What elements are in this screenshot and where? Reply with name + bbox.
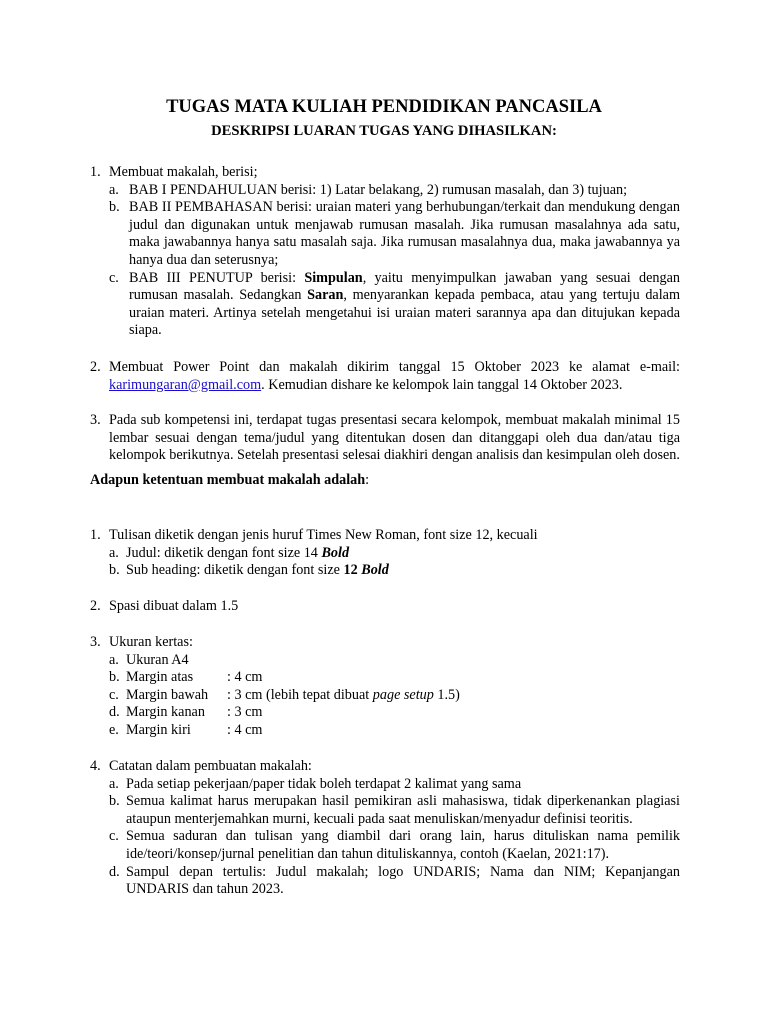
item-number: 2.	[90, 359, 101, 375]
item-number: 1.	[90, 527, 101, 543]
sub-letter: b.	[109, 669, 120, 686]
margin-label: Margin bawah	[126, 686, 209, 703]
sub-item-c	[109, 270, 680, 340]
sub-item-d	[109, 704, 680, 722]
item-text: Spasi dibuat dalam 1.5	[109, 598, 239, 614]
sub-text: Semua saduran dan tulisan yang diambil dari orang lain, harus dituliskan nama pemilik ide/teori/konsep/jurnal penelitian dan tahun dituliskannya, contoh (Kaelan, 2021:17).	[126, 828, 680, 862]
sub-text	[126, 545, 349, 563]
text-segment: Sub heading: diketik dengan font size	[126, 562, 344, 579]
sub-text: BAB I PENDAHULUAN berisi: 1) Latar belakang, 2) rumusan masalah, dan 3) tujuan;	[129, 181, 628, 198]
sub-item-c	[109, 687, 680, 705]
bold-italic-term: Bold	[321, 544, 350, 561]
sub-letter: a.	[109, 651, 119, 668]
output-item-3	[90, 412, 680, 465]
item-number: 3.	[90, 412, 101, 428]
sub-item-b	[109, 669, 680, 687]
output-item-2	[90, 359, 680, 394]
email-link[interactable]: karimungaran@gmail.com	[109, 376, 262, 393]
rules-heading-colon: :	[365, 472, 370, 488]
bold-term-saran: Saran	[307, 287, 344, 304]
sub-letter: b.	[109, 793, 120, 810]
sub-item-c	[109, 828, 680, 863]
sub-letter: c.	[109, 686, 119, 703]
sub-item-b	[109, 562, 680, 580]
margin-label: Ukuran A4	[126, 651, 189, 668]
sub-letter: c.	[109, 269, 119, 286]
item-text: Ukuran kertas:	[109, 634, 193, 650]
margin-label: Margin kanan	[126, 704, 205, 721]
item-number: 4.	[90, 758, 101, 774]
sub-letter: c.	[109, 828, 119, 845]
text-segment: , menyarankan kepada pembaca, atau yang tertuju dalam uraian materi. Artinya setelah mengetahui isi uraian materi sarannya apa dan ditujukan kepada siapa.	[129, 287, 680, 339]
sub-item-a	[109, 545, 680, 563]
text-segment: BAB III PENUTUP berisi:	[129, 269, 305, 286]
sub-item-b	[109, 793, 680, 828]
sub-letter: d.	[109, 863, 120, 880]
margin-value: : 3 cm	[227, 704, 263, 721]
sub-text: Sampul depan tertulis: Judul makalah; logo UNDARIS; Nama dan NIM; Kepanjangan UNDARIS dan tahun 2023.	[126, 863, 680, 898]
sub-item-a	[109, 652, 680, 670]
sub-item-b	[109, 199, 680, 269]
document-subtitle: DESKRIPSI LUARAN TUGAS YANG DIHASILKAN:	[211, 123, 557, 139]
text-segment: : 3 cm (lebih tepat dibuat	[227, 686, 373, 703]
rule-item-4	[90, 758, 680, 899]
sub-letter: d.	[109, 704, 120, 721]
bold-size: 12	[343, 562, 358, 579]
document-title: TUGAS MATA KULIAH PENDIDIKAN PANCASILA	[166, 97, 602, 117]
sub-text: Semua kalimat harus merupakan hasil pemikiran asli mahasiswa, tidak diperkenankan plagiasi ataupun menterjemahkan murni, kecuali pada saat menuliskan/menyadur definisi teoritis.	[126, 793, 680, 827]
margin-value	[227, 687, 460, 705]
text-segment: Judul: diketik dengan font size 14	[126, 544, 322, 561]
sub-item-e	[109, 722, 680, 740]
sub-text	[129, 270, 680, 340]
margin-label: Margin kiri	[126, 721, 191, 738]
text-segment: . Kemudian dishare ke kelompok lain tanggal 14 Oktober 2023.	[261, 376, 623, 393]
rules-heading-text: Adapun ketentuan membuat makalah adalah	[90, 472, 366, 488]
sub-text: BAB II PEMBAHASAN berisi: uraian materi yang berhubungan/terkait dan mendukung dengan judul dan digunakan untuk menjawab rumusan masalah. Jika rumusan masalahnya ada satu, maka jawabannya hanya satu masalah saja. Jika rumusan masalahnya dua, maka jawabannya ya hanya dua dan seterusnya;	[129, 199, 680, 268]
sub-text: Pada setiap pekerjaan/paper tidak boleh terdapat 2 kalimat yang sama	[126, 775, 522, 792]
item-number: 2.	[90, 598, 101, 614]
margin-label: Margin atas	[126, 669, 194, 686]
sub-text	[126, 562, 389, 580]
item-text: Catatan dalam pembuatan makalah:	[109, 758, 312, 774]
item-text: Membuat makalah, berisi;	[109, 164, 258, 180]
margin-value: : 4 cm	[227, 669, 263, 686]
text-segment: 1.5)	[433, 686, 460, 703]
text-segment: Membuat Power Point dan makalah dikirim tanggal 15 Oktober 2023 ke alamat e-mail:	[109, 359, 680, 375]
output-item-1	[90, 164, 680, 340]
rule-item-3	[90, 634, 680, 740]
sub-item-d	[109, 864, 680, 899]
sub-letter: b.	[109, 199, 120, 216]
sub-item-a	[109, 776, 680, 794]
rule-item-2	[90, 598, 680, 616]
item-text: Pada sub kompetensi ini, terdapat tugas presentasi secara kelompok, membuat makalah minimal 15 lembar sesuai dengan tema/judul yang ditentukan dosen dan ditanggapi oleh dua dan/atau tiga kelompok berikutnya. Setelah presentasi selesai diakhiri dengan analisis dan kesimpulan oleh dosen.	[109, 412, 680, 464]
text-segment: , yaitu menyimpulkan jawaban yang sesuai dengan rumusan masalah. Sedangkan	[129, 269, 680, 304]
bold-italic-term: Bold	[361, 562, 389, 579]
sub-letter: e.	[109, 721, 119, 738]
sub-letter: a.	[109, 775, 119, 792]
italic-term: page setup	[372, 686, 434, 703]
rules-heading	[90, 472, 369, 490]
rule-item-1	[90, 527, 680, 580]
sub-letter: a.	[109, 181, 119, 198]
margin-value: : 4 cm	[227, 721, 263, 738]
item-number: 3.	[90, 634, 101, 650]
item-text: Tulisan diketik dengan jenis huruf Times New Roman, font size 12, kecuali	[109, 527, 538, 543]
sub-letter: b.	[109, 562, 120, 579]
item-number: 1.	[90, 164, 101, 180]
sub-item-a	[109, 182, 680, 200]
sub-letter: a.	[109, 544, 119, 561]
bold-term-simpulan: Simpulan	[304, 269, 363, 286]
